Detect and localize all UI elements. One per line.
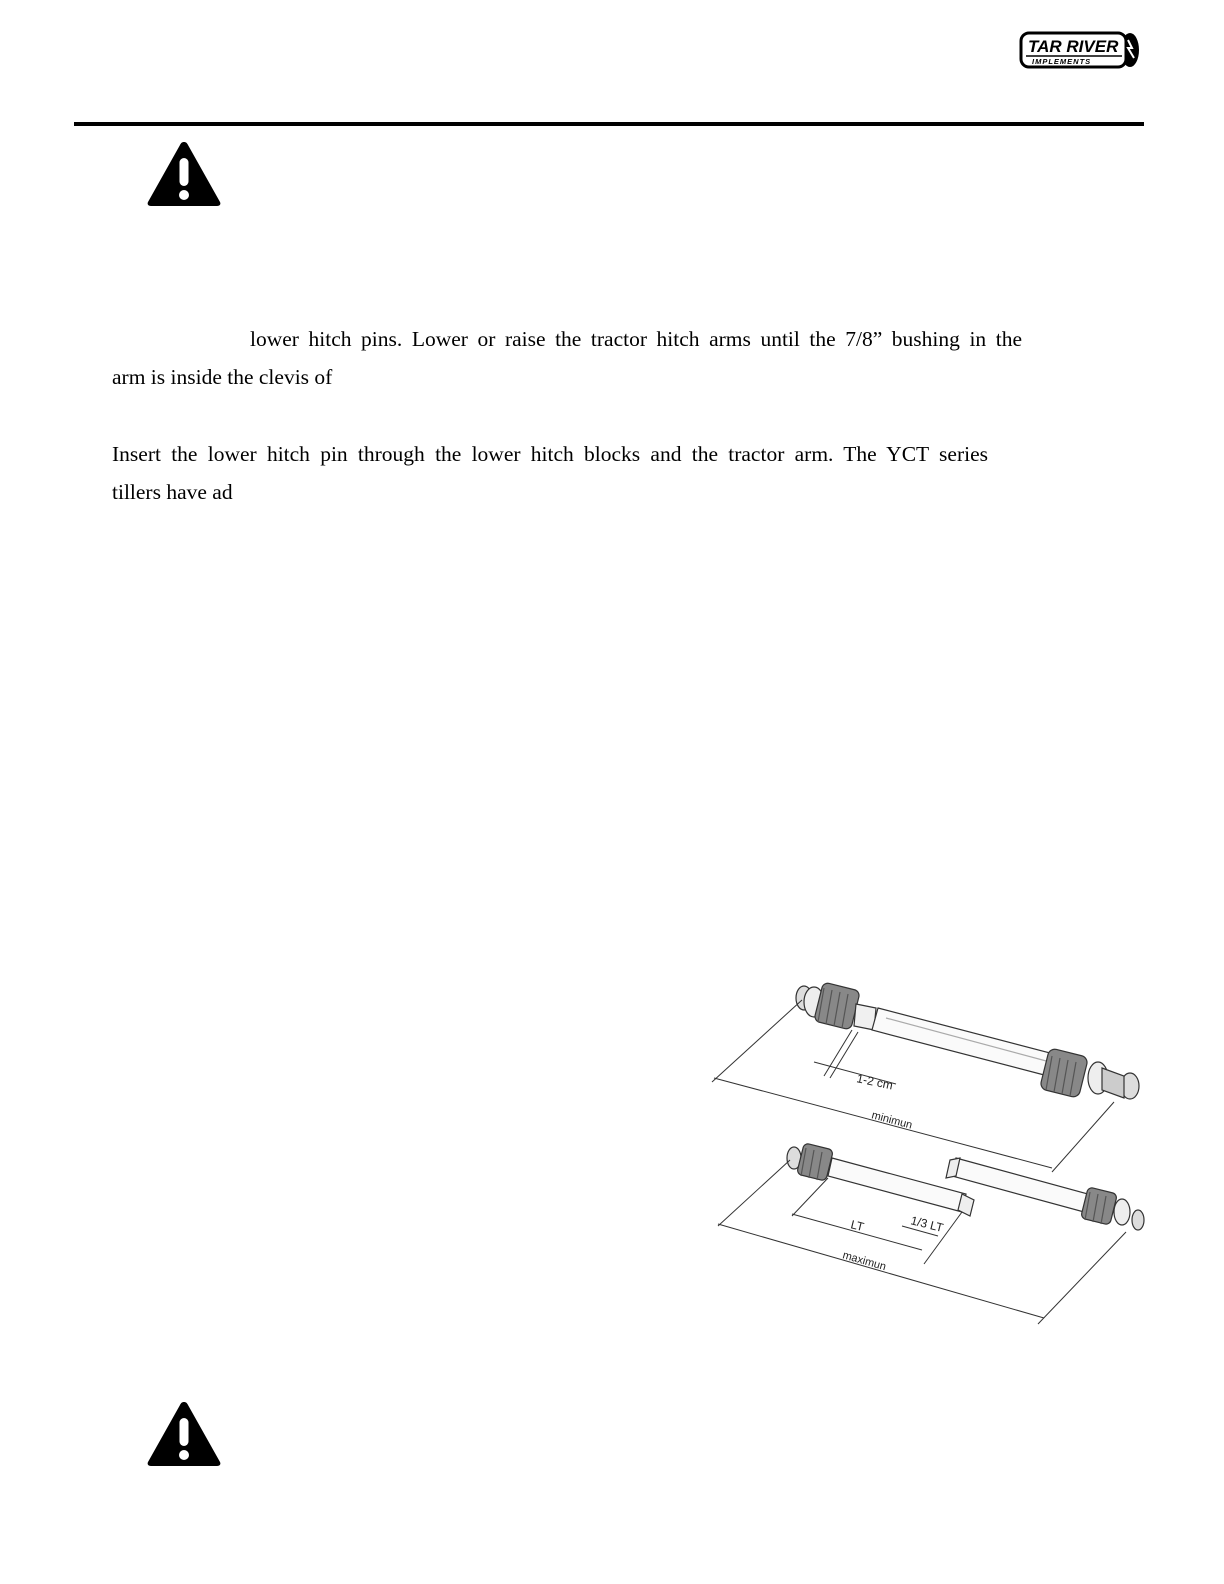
overlap-label: 1-2 cm bbox=[855, 1071, 895, 1093]
svg-text:IMPLEMENTS: IMPLEMENTS bbox=[1032, 57, 1092, 66]
maximum-label: maximun bbox=[841, 1249, 888, 1274]
hitch-pins-paragraph bbox=[112, 320, 1022, 396]
paragraph-line: arm is inside the clevis of bbox=[112, 365, 333, 389]
upper-driveline bbox=[796, 982, 1139, 1099]
paragraph-line: tillers have ad bbox=[112, 480, 233, 504]
tar-river-logo bbox=[1018, 28, 1140, 72]
pto-driveline-diagram bbox=[706, 972, 1146, 1332]
svg-text:TAR RIVER: TAR RIVER bbox=[1028, 37, 1119, 56]
minimum-label: minimun bbox=[870, 1109, 914, 1132]
one-third-lt-label: 1/3 LT bbox=[909, 1213, 945, 1235]
paragraph-line: Insert the lower hitch pin through the lower hitch blocks and the tractor arm. The YCT series bbox=[112, 442, 988, 466]
lower-pin-paragraph bbox=[112, 435, 988, 511]
warning-triangle-icon bbox=[144, 1398, 224, 1470]
paragraph-line: lower hitch pins. Lower or raise the tractor hitch arms until the 7/8” bushing in the bbox=[250, 327, 1022, 351]
lower-driveline bbox=[787, 1143, 1144, 1230]
header-rule bbox=[74, 122, 1144, 126]
warning-triangle-icon bbox=[144, 138, 224, 210]
lt-label: LT bbox=[849, 1217, 866, 1235]
